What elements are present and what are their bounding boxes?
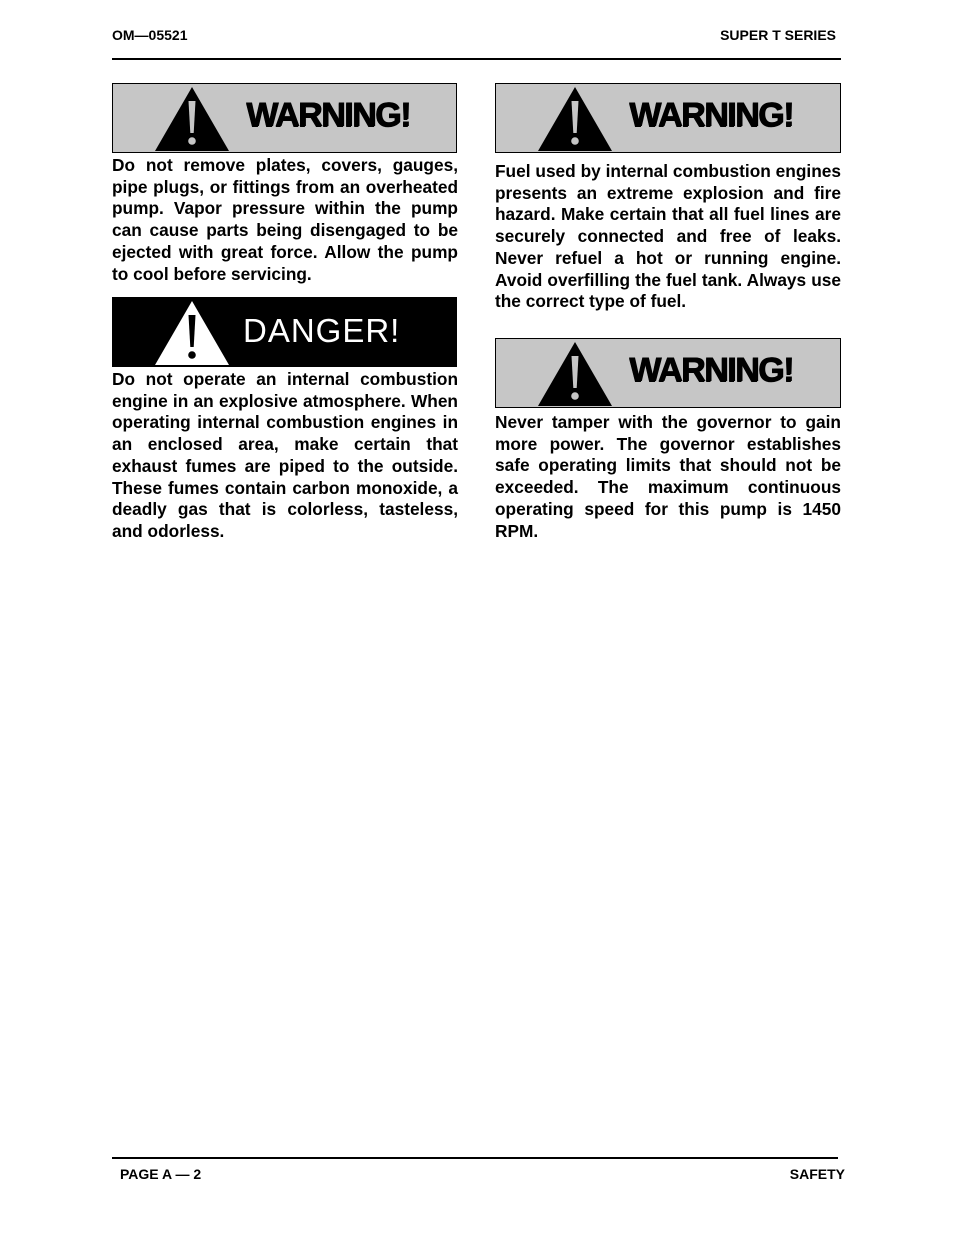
- warning-text-1: Do not remove plates, covers, gauges, pipe plugs, or fittings from an overheated pump. Vapor pressure within the pump can cause parts being disengaged to be ejected with great force. Allow the pump to cool before servicing.: [112, 155, 458, 284]
- exclamation-triangle-icon: [155, 301, 229, 365]
- warning-title: WARNING!: [629, 351, 793, 389]
- series-title: SUPER T SERIES: [720, 27, 836, 43]
- exclamation-triangle-icon: [538, 87, 612, 151]
- danger-title: DANGER!: [243, 312, 401, 349]
- exclamation-triangle-icon: [155, 87, 229, 151]
- warning-title: WARNING!: [629, 96, 793, 134]
- page-number: PAGE A — 2: [120, 1166, 202, 1182]
- warning-banner-2: [495, 83, 841, 153]
- doc-number: OM—05521: [112, 27, 188, 43]
- danger-banner: [112, 297, 457, 367]
- warning-text-3: Never tamper with the governor to gain more power. The governor establishes safe operating limits that should not be exceeded. The maximum continuous operating speed for this pump is 1450 RPM.: [495, 412, 841, 541]
- footer-rule: [112, 1157, 838, 1159]
- section-name: SAFETY: [789, 1166, 845, 1182]
- warning-banner-1: [112, 83, 457, 153]
- danger-text: Do not operate an internal combustion engine in an explosive atmosphere. When operating internal combustion engines in an enclosed area, make certain that exhaust fumes are piped to the outside. These fumes contain carbon monoxide, a deadly gas that is colorless, tasteless, and odorless.: [112, 369, 458, 541]
- warning-title: WARNING!: [246, 96, 410, 134]
- exclamation-triangle-icon: [538, 342, 612, 406]
- header-rule: [112, 58, 841, 60]
- warning-banner-3: [495, 338, 841, 408]
- warning-text-2: Fuel used by internal combustion engines presents an extreme explosion and fire hazard. Make certain that all fuel lines are securely connected and free of leaks. Never refuel a hot or running engine. Avoid overfilling the fuel tank. Always use the correct type of fuel.: [495, 161, 841, 312]
